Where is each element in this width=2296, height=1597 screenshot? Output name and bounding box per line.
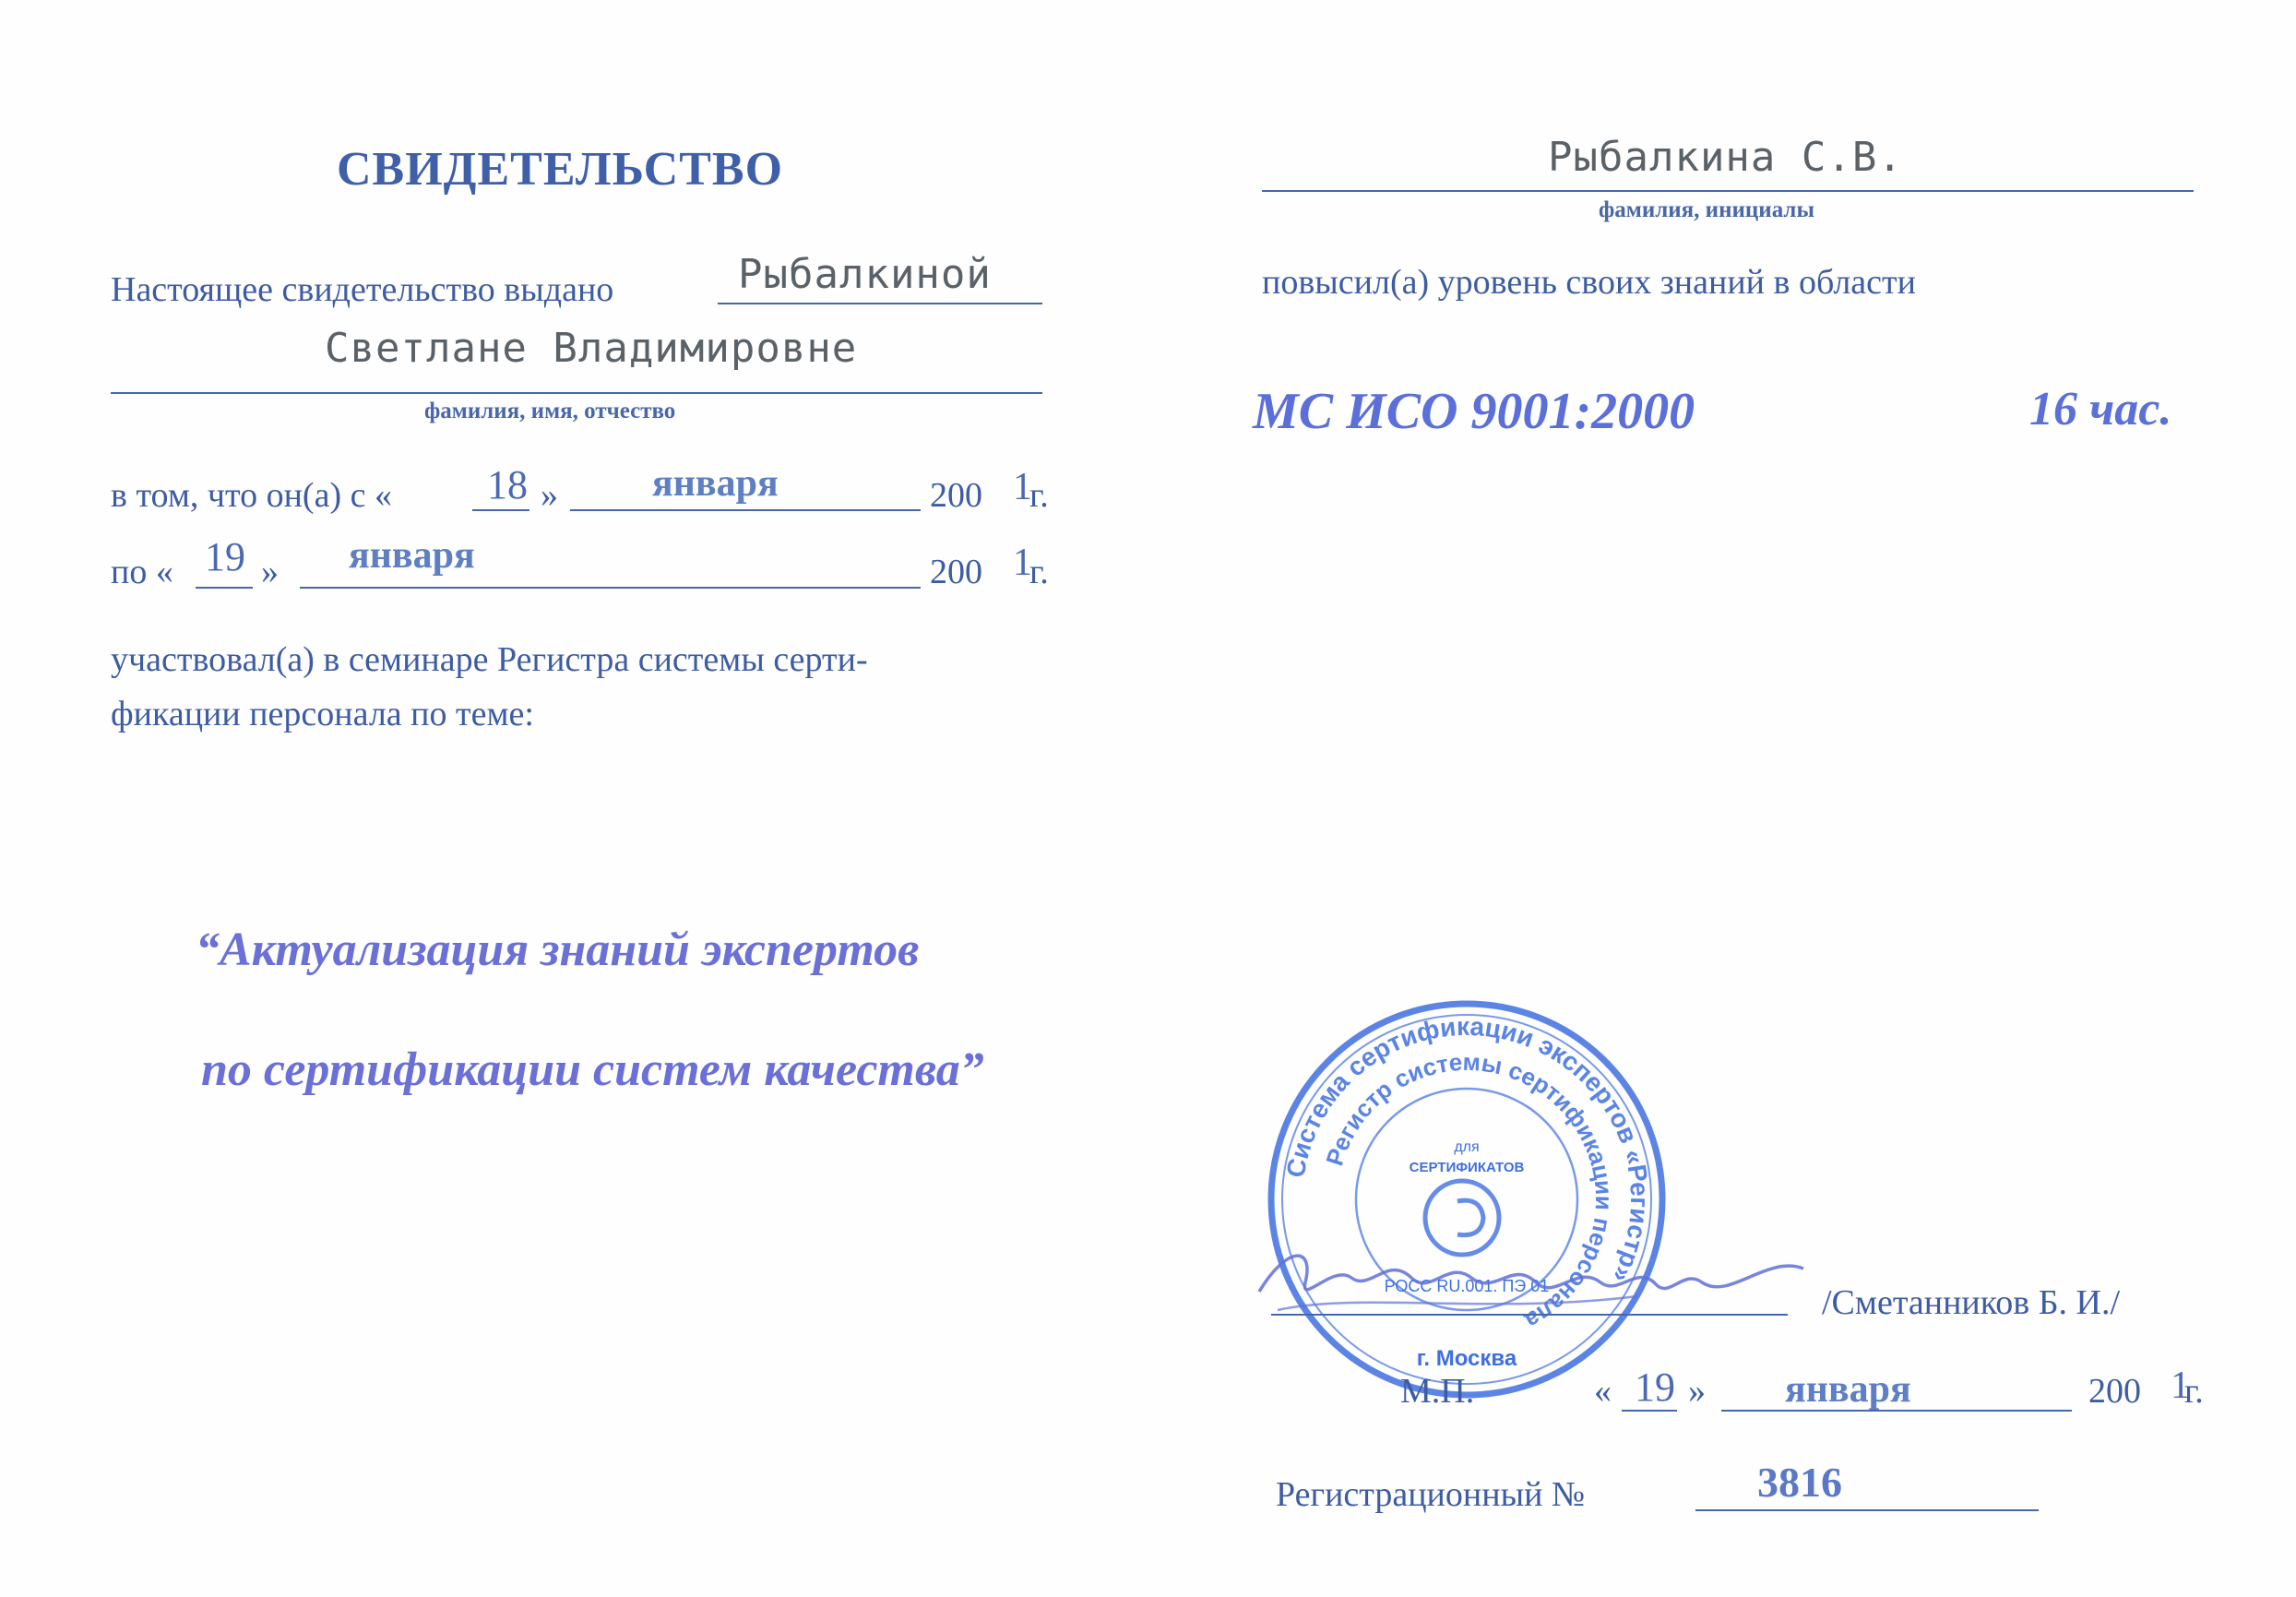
- topic-line-1: “Актуализация знаний экспертов: [196, 924, 920, 976]
- seal-city: г. Москва: [1416, 1346, 1517, 1371]
- seal-graphic: [1264, 996, 1670, 1402]
- sign-date-day-underline: [1622, 1410, 1677, 1412]
- seal-code: РОСС RU.001. ПЭ 01: [1384, 1277, 1550, 1295]
- course-hours: 16 час.: [2029, 383, 2172, 435]
- sign-date-open: «: [1594, 1372, 1612, 1411]
- seal-inner-text: Регистр системы сертификации персонала: [1320, 1047, 1619, 1336]
- recipient-name: Светлане Владимировне: [325, 325, 858, 372]
- sign-date-month: января: [1785, 1368, 1911, 1411]
- from-prefix: в том, что он(а) с «: [111, 476, 392, 515]
- to-year-digit: 1: [1013, 542, 1032, 584]
- registration-underline: [1695, 1509, 2039, 1511]
- from-month-underline: [570, 509, 921, 511]
- fio-caption: фамилия, имя, отчество: [424, 399, 676, 423]
- sign-date-day: 19: [1635, 1365, 1675, 1410]
- to-prefix: по «: [111, 553, 173, 591]
- from-year-suffix: г.: [1029, 476, 1049, 515]
- from-quote-close: »: [541, 476, 558, 515]
- to-quote-close: »: [261, 553, 279, 591]
- to-month: января: [349, 534, 475, 577]
- standard-name: МС ИСО 9001:2000: [1253, 383, 1695, 440]
- sign-date-month-underline: [1721, 1410, 2072, 1412]
- sign-year-suffix: г.: [2184, 1372, 2204, 1411]
- issued-to-label: Настоящее свидетельство выдано: [111, 270, 614, 309]
- from-month: января: [652, 462, 779, 505]
- seminar-line-1: участвовал(а) в семинаре Регистра системы серти-: [111, 640, 868, 679]
- stamp-place-label: М.П.: [1400, 1372, 1475, 1411]
- from-day-underline: [472, 509, 529, 511]
- topic-line-2: по сертификации систем качества”: [201, 1043, 984, 1096]
- registration-label: Регистрационный №: [1276, 1475, 1586, 1514]
- sign-date-close: »: [1688, 1372, 1706, 1411]
- sign-year-digit: 1: [2171, 1365, 2190, 1407]
- to-day-underline: [196, 587, 253, 589]
- recipient-underline-1: [718, 303, 1042, 304]
- seal-center-label: СЕРТИФИКАТОВ: [1409, 1160, 1525, 1175]
- seal-outer-text: Система сертификации экспертов «Регистр»: [1280, 1011, 1655, 1288]
- registration-number: 3816: [1757, 1459, 1842, 1506]
- certificate-title: СВИДЕТЕЛЬСТВО: [337, 143, 784, 196]
- signer-name: /Сметанников Б. И./: [1822, 1283, 2121, 1322]
- seal-center-top: для: [1454, 1139, 1480, 1155]
- raised-knowledge-label: повысил(а) уровень своих знаний в области: [1262, 263, 1916, 302]
- surname-caption: фамилия, инициалы: [1599, 197, 1814, 222]
- from-day: 18: [487, 462, 528, 507]
- sign-year-prefix: 200: [2088, 1372, 2141, 1411]
- to-year-suffix: г.: [1029, 553, 1049, 591]
- signature-underline: [1271, 1314, 1788, 1316]
- to-year-prefix: 200: [930, 553, 982, 591]
- from-year-digit: 1: [1013, 466, 1032, 508]
- recipient-surname: Рыбалкиной: [738, 251, 992, 298]
- surname-initials: Рыбалкина С.В.: [1548, 134, 1903, 181]
- surname-underline: [1262, 190, 2194, 192]
- recipient-underline-2: [111, 392, 1042, 394]
- seminar-line-2: фикации персонала по теме:: [111, 695, 534, 733]
- official-seal: [1264, 996, 1670, 1402]
- to-day: 19: [205, 534, 245, 579]
- to-month-underline: [300, 587, 921, 589]
- from-year-prefix: 200: [930, 476, 982, 515]
